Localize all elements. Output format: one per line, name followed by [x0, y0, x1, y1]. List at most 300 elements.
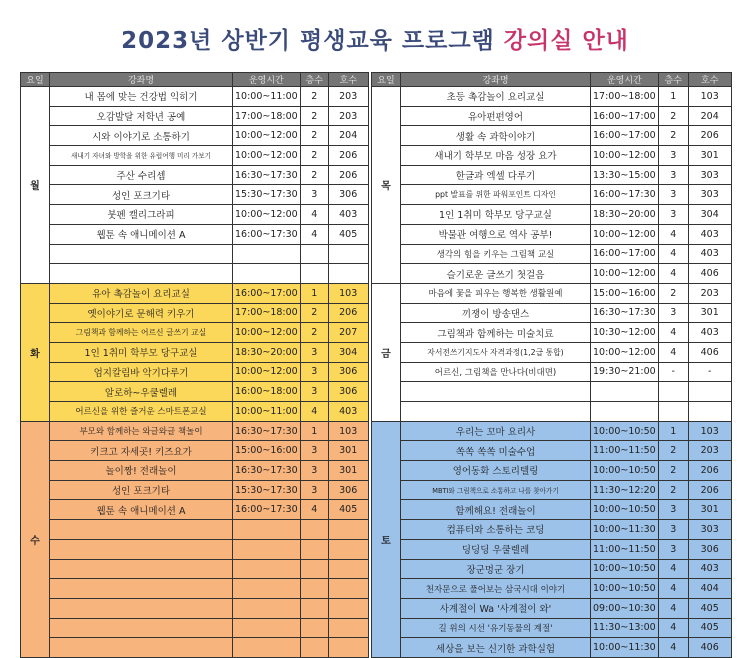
floor-cell: 4: [658, 618, 688, 638]
room-cell: 304: [688, 205, 731, 225]
course-name-cell: 영어동화 스토리텔링: [401, 461, 591, 481]
table-row: [21, 579, 369, 599]
course-name-cell: 생활 속 과학이야기: [401, 126, 591, 146]
room-cell: 206: [328, 146, 368, 166]
table-row: [372, 579, 732, 599]
floor-cell: 3: [300, 480, 328, 500]
room-cell: 203: [328, 106, 368, 126]
room-cell: 403: [688, 323, 731, 343]
floor-cell: 3: [658, 303, 688, 323]
floor-cell: 3: [658, 205, 688, 225]
time-cell: 19:30~21:00: [591, 362, 659, 382]
room-cell: [328, 618, 368, 638]
course-name-cell: [50, 264, 233, 284]
course-name-cell: [50, 618, 233, 638]
time-cell: 10:00~10:50: [591, 421, 659, 441]
room-cell: 203: [688, 283, 731, 303]
floor-cell: 3: [300, 342, 328, 362]
floor-cell: 4: [300, 402, 328, 422]
floor-cell: 4: [300, 205, 328, 225]
table-row: [372, 146, 732, 166]
floor-cell: 1: [300, 421, 328, 441]
time-cell: [233, 638, 301, 658]
header-row: [21, 73, 369, 87]
room-cell: 204: [328, 126, 368, 146]
floor-cell: 2: [658, 126, 688, 146]
day-cell: 월: [21, 87, 50, 284]
time-cell: 16:00~17:00: [591, 244, 659, 264]
time-cell: 15:00~16:00: [233, 441, 301, 461]
table-row: [372, 342, 732, 362]
floor-cell: 2: [300, 323, 328, 343]
table-row: [372, 500, 732, 520]
course-name-cell: [50, 244, 233, 264]
time-cell: 09:00~10:30: [591, 598, 659, 618]
course-name-cell: 붓펜 캘리그라피: [50, 205, 233, 225]
room-cell: 103: [328, 283, 368, 303]
table-row: [21, 185, 369, 205]
floor-cell: [300, 559, 328, 579]
course-name-cell: 초등 촉감놀이 요리교실: [401, 87, 591, 107]
table-row: [372, 480, 732, 500]
course-name-cell: 새내기 자녀와 방학을 위한 유럽여행 미리 가보기: [50, 146, 233, 166]
day-cell: 금: [372, 283, 401, 421]
time-cell: [233, 598, 301, 618]
time-cell: 10:00~12:00: [233, 126, 301, 146]
course-name-cell: 쏙쏙 쏙쏙 미술수업: [401, 441, 591, 461]
floor-cell: 3: [658, 520, 688, 540]
time-cell: [233, 520, 301, 540]
floor-cell: 3: [300, 382, 328, 402]
room-cell: 405: [328, 500, 368, 520]
header-row: [372, 73, 732, 87]
course-name-cell: 그림책과 함께하는 미술치료: [401, 323, 591, 343]
floor-cell: 4: [300, 224, 328, 244]
time-cell: 10:00~10:50: [591, 559, 659, 579]
table-row: [372, 539, 732, 559]
room-cell: 403: [688, 244, 731, 264]
course-name-cell: 새내기 학부모 마음 성장 요가: [401, 146, 591, 166]
time-cell: 10:00~12:00: [591, 224, 659, 244]
room-cell: 103: [688, 421, 731, 441]
time-cell: 16:30~17:30: [591, 303, 659, 323]
time-cell: 17:00~18:00: [233, 106, 301, 126]
course-name-cell: 슬기로운 글쓰기 첫걸음: [401, 264, 591, 284]
table-row: [372, 441, 732, 461]
room-cell: 301: [328, 461, 368, 481]
floor-cell: 2: [658, 461, 688, 481]
floor-cell: [300, 579, 328, 599]
title-main: 2023년 상반기 평생교육 프로그램: [121, 28, 504, 54]
table-row: [21, 362, 369, 382]
room-cell: 405: [688, 618, 731, 638]
table-row: [21, 500, 369, 520]
course-name-cell: 우리는 꼬마 요리사: [401, 421, 591, 441]
schedule-table-right: [371, 72, 732, 658]
table-row: [372, 461, 732, 481]
time-cell: 10:00~11:30: [591, 520, 659, 540]
day-cell: 화: [21, 283, 50, 421]
table-row: [372, 598, 732, 618]
table-row: [21, 244, 369, 264]
room-cell: 403: [688, 559, 731, 579]
time-cell: 16:00~17:00: [591, 106, 659, 126]
table-row: [372, 520, 732, 540]
floor-cell: 2: [300, 87, 328, 107]
floor-cell: [300, 520, 328, 540]
time-cell: 10:00~10:50: [591, 579, 659, 599]
room-cell: 103: [688, 87, 731, 107]
floor-cell: 2: [300, 106, 328, 126]
table-row: [21, 126, 369, 146]
course-name-cell: 길 위의 시선 '유기동물의 계절': [401, 618, 591, 638]
table-row: [372, 205, 732, 225]
table-row: [372, 559, 732, 579]
course-name-cell: 1인 1취미 학부모 당구교실: [401, 205, 591, 225]
course-name-cell: 키크고 자세곳! 키즈요가: [50, 441, 233, 461]
table-row: [372, 421, 732, 441]
room-cell: [328, 264, 368, 284]
floor-cell: 2: [300, 303, 328, 323]
course-name-cell: 옛이야기로 문해력 키우기: [50, 303, 233, 323]
course-name-cell: 어르신, 그림책을 만나다(비대면): [401, 362, 591, 382]
time-cell: 16:30~17:30: [233, 165, 301, 185]
table-row: [21, 283, 369, 303]
floor-cell: 3: [300, 362, 328, 382]
title-highlight: 강의실 안내: [503, 28, 629, 54]
time-cell: 10:00~11:00: [233, 402, 301, 422]
floor-cell: 2: [300, 146, 328, 166]
floor-cell: [300, 264, 328, 284]
header-floor: 층수: [300, 73, 328, 87]
room-cell: 204: [688, 106, 731, 126]
course-name-cell: [50, 579, 233, 599]
room-cell: 301: [688, 303, 731, 323]
room-cell: [688, 382, 731, 402]
time-cell: 16:00~17:30: [591, 185, 659, 205]
room-cell: [328, 598, 368, 618]
course-name-cell: 1인 1취미 학부모 당구교실: [50, 342, 233, 362]
room-cell: 206: [328, 165, 368, 185]
room-cell: [688, 402, 731, 422]
room-cell: 306: [328, 382, 368, 402]
table-row: [372, 185, 732, 205]
floor-cell: 4: [658, 579, 688, 599]
room-cell: 403: [328, 205, 368, 225]
time-cell: 16:00~18:00: [233, 382, 301, 402]
table-row: [21, 598, 369, 618]
time-cell: [233, 539, 301, 559]
time-cell: 10:00~12:00: [233, 146, 301, 166]
room-cell: 404: [688, 579, 731, 599]
floor-cell: 3: [658, 146, 688, 166]
schedule-table-left: [20, 72, 369, 658]
table-row: [372, 618, 732, 638]
course-name-cell: 어르신을 위한 즐거운 스마트폰교실: [50, 402, 233, 422]
floor-cell: 1: [658, 87, 688, 107]
course-name-cell: 놀이짱! 전래놀이: [50, 461, 233, 481]
room-cell: 301: [688, 146, 731, 166]
table-row: [21, 303, 369, 323]
time-cell: 10:00~10:50: [591, 461, 659, 481]
room-cell: [328, 244, 368, 264]
course-name-cell: 자서전쓰기지도사 자격과정(1,2급 통합): [401, 342, 591, 362]
header-floor: 층수: [658, 73, 688, 87]
course-name-cell: 딩딩딩 우쿨렐레: [401, 539, 591, 559]
time-cell: 11:30~13:00: [591, 618, 659, 638]
table-row: [372, 402, 732, 422]
time-cell: 18:30~20:00: [233, 342, 301, 362]
floor-cell: 2: [658, 283, 688, 303]
day-cell: 수: [21, 421, 50, 657]
table-row: [21, 539, 369, 559]
table-row: [372, 303, 732, 323]
table-row: [21, 421, 369, 441]
room-cell: 103: [328, 421, 368, 441]
floor-cell: 2: [658, 480, 688, 500]
room-cell: 206: [688, 126, 731, 146]
time-cell: 10:00~12:00: [233, 323, 301, 343]
course-name-cell: 사계절이 Wa '사계절이 와': [401, 598, 591, 618]
course-name-cell: 세상을 보는 신기한 과학실험: [401, 638, 591, 658]
time-cell: 18:30~20:00: [591, 205, 659, 225]
time-cell: [591, 382, 659, 402]
course-name-cell: 웹툰 속 애니메이션 A: [50, 224, 233, 244]
time-cell: 10:00~12:00: [591, 342, 659, 362]
floor-cell: [300, 598, 328, 618]
room-cell: 306: [328, 185, 368, 205]
course-name-cell: 박물관 여행으로 역사 공부!: [401, 224, 591, 244]
course-name-cell: 성인 포크기타: [50, 185, 233, 205]
time-cell: 10:00~11:00: [233, 87, 301, 107]
time-cell: 10:00~11:30: [591, 638, 659, 658]
table-row: [21, 638, 369, 658]
time-cell: 15:00~16:00: [591, 283, 659, 303]
header-room: 호수: [688, 73, 731, 87]
course-name-cell: 주산 수리셈: [50, 165, 233, 185]
floor-cell: 3: [300, 185, 328, 205]
time-cell: 16:00~17:00: [591, 126, 659, 146]
floor-cell: [300, 638, 328, 658]
course-name-cell: [50, 520, 233, 540]
table-row: [21, 618, 369, 638]
room-cell: [328, 520, 368, 540]
course-name-cell: 유아펀펀영어: [401, 106, 591, 126]
header-room: 호수: [328, 73, 368, 87]
floor-cell: 2: [658, 106, 688, 126]
room-cell: 303: [688, 185, 731, 205]
table-row: [21, 461, 369, 481]
floor-cell: 3: [658, 165, 688, 185]
table-row: [372, 106, 732, 126]
room-cell: [328, 539, 368, 559]
course-name-cell: 부모와 함께하는 와글와글 책놀이: [50, 421, 233, 441]
course-name-cell: [50, 559, 233, 579]
floor-cell: 4: [658, 323, 688, 343]
course-name-cell: MBTI와 그림책으로 소통하고 나를 찾아가기: [401, 480, 591, 500]
course-name-cell: [50, 539, 233, 559]
floor-cell: 2: [300, 165, 328, 185]
room-cell: 403: [688, 224, 731, 244]
room-cell: 306: [328, 362, 368, 382]
time-cell: [233, 618, 301, 638]
course-name-cell: 성인 포크기타: [50, 480, 233, 500]
time-cell: 10:30~12:00: [591, 323, 659, 343]
floor-cell: [658, 382, 688, 402]
time-cell: 15:30~17:30: [233, 480, 301, 500]
header-course: 강좌명: [50, 73, 233, 87]
time-cell: 10:00~10:50: [591, 500, 659, 520]
table-row: [21, 402, 369, 422]
time-cell: 10:00~12:00: [233, 205, 301, 225]
table-row: [21, 87, 369, 107]
table-row: [21, 382, 369, 402]
course-name-cell: 유아 촉감놀이 요리교실: [50, 283, 233, 303]
table-row: [21, 165, 369, 185]
course-name-cell: [401, 402, 591, 422]
time-cell: 10:00~12:00: [233, 362, 301, 382]
time-cell: 17:00~18:00: [591, 87, 659, 107]
floor-cell: 3: [658, 500, 688, 520]
time-cell: 17:00~18:00: [233, 303, 301, 323]
time-cell: 11:00~11:50: [591, 539, 659, 559]
room-cell: 206: [688, 480, 731, 500]
header-day: 요일: [21, 73, 50, 87]
header-day: 요일: [372, 73, 401, 87]
table-row: [21, 323, 369, 343]
room-cell: 403: [328, 402, 368, 422]
room-cell: 406: [688, 638, 731, 658]
floor-cell: [300, 539, 328, 559]
room-cell: 301: [688, 500, 731, 520]
page-title: [0, 22, 750, 55]
floor-cell: 1: [658, 421, 688, 441]
table-row: [21, 264, 369, 284]
course-name-cell: 장군멍군 장기: [401, 559, 591, 579]
room-cell: 303: [688, 165, 731, 185]
table-row: [372, 165, 732, 185]
course-name-cell: 마음에 꽃을 피우는 행복한 생활원예: [401, 283, 591, 303]
room-cell: 203: [688, 441, 731, 461]
floor-cell: 4: [658, 264, 688, 284]
room-cell: 406: [688, 342, 731, 362]
course-name-cell: 천자문으로 풀어보는 삼국시대 이야기: [401, 579, 591, 599]
header-course: 강좌명: [401, 73, 591, 87]
room-cell: 306: [688, 539, 731, 559]
room-cell: 301: [328, 441, 368, 461]
day-cell: 목: [372, 87, 401, 284]
floor-cell: 4: [658, 224, 688, 244]
floor-cell: [658, 402, 688, 422]
time-cell: [233, 264, 301, 284]
time-cell: 11:00~11:50: [591, 441, 659, 461]
table-row: [21, 146, 369, 166]
room-cell: 405: [328, 224, 368, 244]
course-name-cell: ppt 발표를 위한 파워포인트 디자인: [401, 185, 591, 205]
room-cell: 206: [688, 461, 731, 481]
table-row: [372, 224, 732, 244]
time-cell: 16:30~17:30: [233, 421, 301, 441]
table-row: [21, 559, 369, 579]
floor-cell: 3: [300, 461, 328, 481]
floor-cell: 4: [658, 559, 688, 579]
room-cell: [328, 638, 368, 658]
room-cell: [328, 559, 368, 579]
table-row: [21, 480, 369, 500]
floor-cell: 1: [300, 283, 328, 303]
floor-cell: 3: [300, 441, 328, 461]
time-cell: 10:00~12:00: [591, 264, 659, 284]
course-name-cell: 생각의 힘을 키우는 그림책 교실: [401, 244, 591, 264]
floor-cell: -: [658, 362, 688, 382]
time-cell: 13:30~15:00: [591, 165, 659, 185]
course-name-cell: 웹툰 속 애니메이션 A: [50, 500, 233, 520]
room-cell: -: [688, 362, 731, 382]
time-cell: 15:30~17:30: [233, 185, 301, 205]
course-name-cell: 끼쟁이 방송댄스: [401, 303, 591, 323]
floor-cell: 4: [658, 598, 688, 618]
time-cell: 10:00~12:00: [591, 146, 659, 166]
floor-cell: 3: [658, 185, 688, 205]
course-name-cell: 한글과 엑셀 다루기: [401, 165, 591, 185]
table-row: [372, 283, 732, 303]
floor-cell: [300, 618, 328, 638]
time-cell: 16:00~17:30: [233, 500, 301, 520]
course-name-cell: 시와 이야기로 소통하기: [50, 126, 233, 146]
room-cell: 406: [688, 264, 731, 284]
course-name-cell: 내 몸에 맞는 건강법 익히기: [50, 87, 233, 107]
room-cell: 306: [328, 480, 368, 500]
table-row: [21, 224, 369, 244]
time-cell: [233, 244, 301, 264]
course-name-cell: [50, 638, 233, 658]
table-row: [372, 323, 732, 343]
room-cell: 405: [688, 598, 731, 618]
header-time: 운영시간: [591, 73, 659, 87]
course-name-cell: [50, 598, 233, 618]
table-row: [372, 244, 732, 264]
room-cell: 304: [328, 342, 368, 362]
room-cell: 303: [688, 520, 731, 540]
table-row: [21, 342, 369, 362]
course-name-cell: [401, 382, 591, 402]
day-cell: 토: [372, 421, 401, 657]
header-time: 운영시간: [233, 73, 301, 87]
course-name-cell: 함께해요! 전래놀이: [401, 500, 591, 520]
time-cell: 11:30~12:20: [591, 480, 659, 500]
room-cell: 206: [328, 303, 368, 323]
time-cell: [233, 559, 301, 579]
table-row: [372, 87, 732, 107]
course-name-cell: 그림책과 함께하는 어르신 글쓰기 교실: [50, 323, 233, 343]
floor-cell: [300, 244, 328, 264]
floor-cell: 4: [658, 244, 688, 264]
time-cell: [233, 579, 301, 599]
table-row: [21, 441, 369, 461]
time-cell: 16:00~17:00: [233, 283, 301, 303]
table-row: [372, 126, 732, 146]
room-cell: 203: [328, 87, 368, 107]
course-name-cell: 컴퓨터와 소통하는 코딩: [401, 520, 591, 540]
time-cell: 16:30~17:30: [233, 461, 301, 481]
room-cell: [328, 579, 368, 599]
floor-cell: 2: [300, 126, 328, 146]
table-row: [372, 638, 732, 658]
table-row: [372, 382, 732, 402]
floor-cell: 4: [658, 342, 688, 362]
floor-cell: 2: [658, 441, 688, 461]
course-name-cell: 엄지칼림바 악기다루기: [50, 362, 233, 382]
